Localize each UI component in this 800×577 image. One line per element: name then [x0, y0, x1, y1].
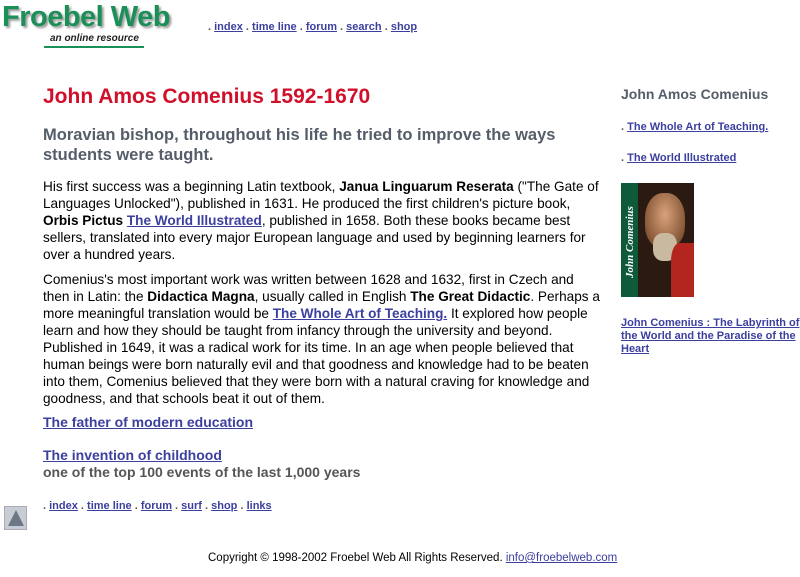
nav-link-shop[interactable]: shop [390, 21, 418, 33]
email-link[interactable]: info@froebelweb.com [505, 552, 618, 564]
site-logo[interactable] [2, 0, 187, 50]
bold-text: Orbis Pictus [43, 213, 124, 228]
nav-link-forum[interactable]: forum [305, 21, 337, 33]
sidebar-link-whole-art: . The Whole Art of Teaching. [621, 121, 769, 133]
text: . Perhaps a more meaningful translation would be [43, 289, 600, 321]
logo-underline [44, 46, 144, 48]
copyright-text: Copyright © 1998-2002 Froebel Web All Rights Reserved. [208, 552, 506, 564]
paragraph-1 [43, 178, 603, 263]
inline-link[interactable]: The World Illustrated [126, 213, 262, 228]
sidebar-title: John Amos Comenius [621, 86, 769, 102]
text: ("The Gate of Languages Unlocked"), published in 1631. He produced the first children's picture book, [43, 179, 599, 211]
page-title: John Amos Comenius 1592-1670 [43, 85, 371, 108]
paragraph-2 [43, 271, 603, 407]
nav-link-time-line[interactable]: time line [87, 500, 132, 512]
text: It explored how people learn and how they should be taught from infancy through the university and beyond. Published in 1649, it was a radical work for its time. In an age when people believed that human beings were born naturally evil and that goodness and knowledge had to be beaten into them, Comenius believed that they were born with a natural craving for knowledge and goodness, and that schools beat it out of them. [43, 306, 590, 406]
invention-of-childhood-link[interactable]: The invention of childhood [43, 447, 222, 463]
nav-link-links[interactable]: links [246, 500, 272, 512]
text: His first success was a beginning Latin textbook, [43, 179, 340, 194]
logo-name: Froebel Web [2, 1, 170, 33]
bold-text: Didactica Magna [147, 289, 255, 304]
nav-link-search[interactable]: search [346, 21, 382, 33]
bold-text: Janua Linguarum Reserata [339, 179, 514, 194]
nav-link-shop[interactable]: shop [211, 500, 238, 512]
text: , published in 1658. Both these books became best sellers, translated into every major European language and used by beginning learners for over a hundred years. [43, 213, 586, 262]
whole-art-link[interactable]: The Whole Art of Teaching. [627, 121, 769, 133]
portrait-robe [671, 243, 694, 297]
book-caption-link[interactable]: John Comenius : The Labyrinth of the World and the Paradise of the Heart [621, 317, 800, 355]
text: Comenius's most important work was written between 1628 and 1632, first in Czech and then in Latin: the [43, 272, 574, 304]
nav-link-index[interactable]: index [49, 500, 78, 512]
book-cover-image[interactable] [621, 183, 694, 297]
bold-text: The Great Didactic [410, 289, 531, 304]
top-nav: . index . time line . forum . search . shop [208, 21, 418, 33]
nav-link-surf[interactable]: surf [181, 500, 202, 512]
nav-link-index[interactable]: index [214, 21, 243, 33]
events-note: one of the top 100 events of the last 1,000 years [43, 464, 361, 480]
bottom-nav: . index . time line . forum . surf . shop . links [43, 500, 272, 512]
logo-tagline: an online resource [50, 33, 139, 44]
father-of-modern-education-link[interactable]: The father of modern education [43, 414, 254, 430]
nav-link-forum[interactable]: forum [140, 500, 172, 512]
book-spine-title: John Comenius [624, 206, 636, 278]
page-subtitle: Moravian bishop, throughout his life he tried to improve the ways students were taught. [43, 126, 556, 164]
footer-copyright [208, 552, 617, 564]
text: , usually called in English [254, 289, 411, 304]
triangle-logo-icon[interactable] [4, 506, 27, 530]
sidebar-link-world-illustrated: . The World Illustrated [621, 152, 737, 164]
world-illustrated-link[interactable]: The World Illustrated [627, 152, 737, 164]
nav-link-time-line[interactable]: time line [252, 21, 297, 33]
inline-link[interactable]: The Whole Art of Teaching. [272, 306, 448, 321]
